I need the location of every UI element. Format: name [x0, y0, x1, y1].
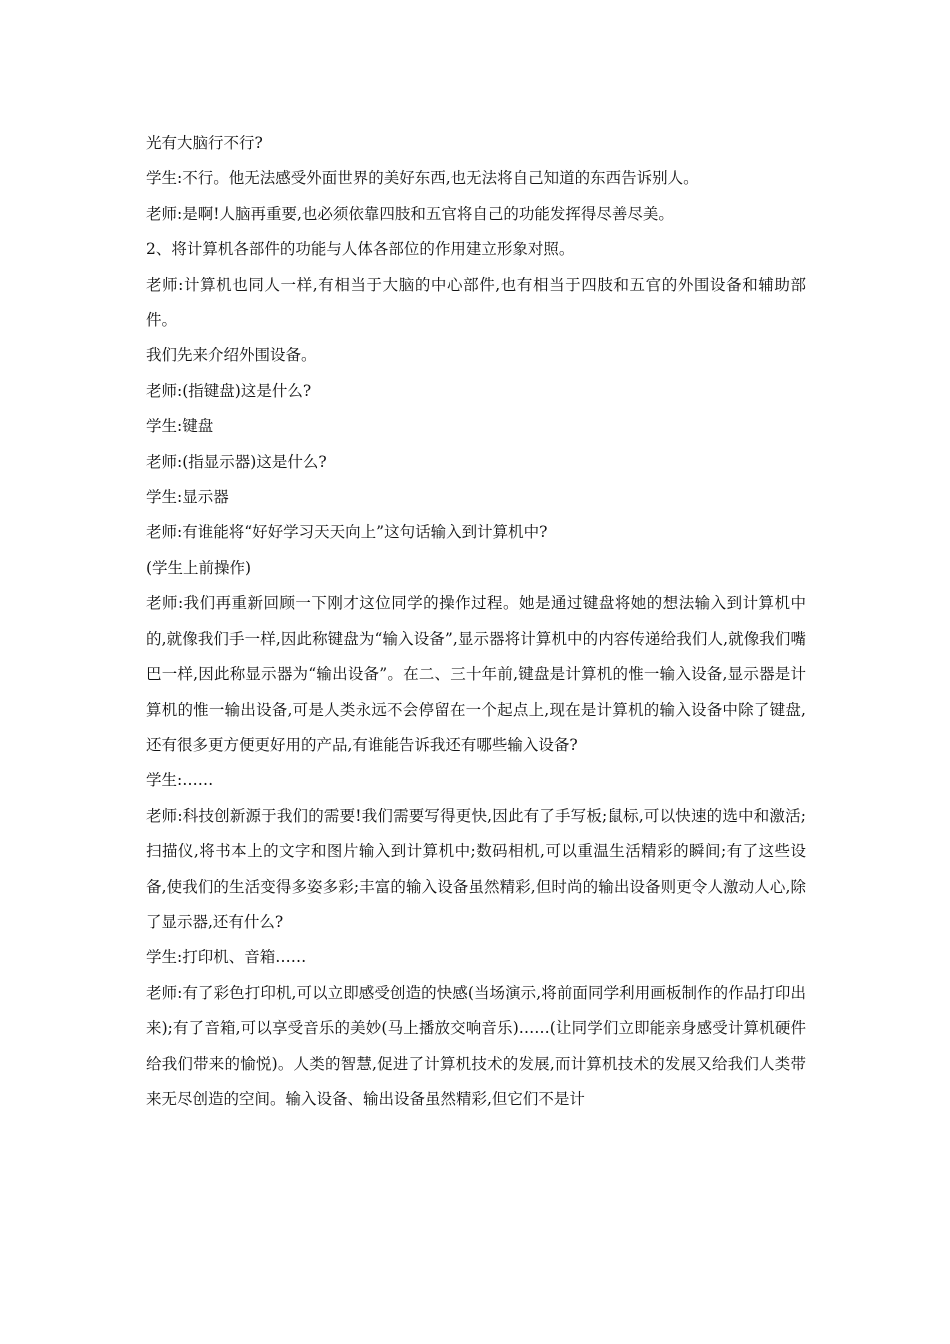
- paragraph: 学生:不行。他无法感受外面世界的美好东西,也无法将自己知道的东西告诉别人。: [146, 169, 699, 188]
- paragraph: 老师:(指显示器)这是什么?: [146, 452, 327, 471]
- paragraph: 老师:(指键盘)这是什么?: [146, 381, 312, 400]
- paragraph: 光有大脑行不行?: [146, 134, 263, 152]
- paragraph: 学生:打印机、音箱……: [146, 948, 307, 967]
- paragraph: 学生:显示器: [146, 488, 229, 507]
- paragraph: 老师:科技创新源于我们的需要!我们需要写得更快,因此有了手写板;鼠标,可以快速的选中和激活;扫描仪,将书本上的文字和图片输入到计算机中;数码相机,可以重温生活精彩的瞬间;有了这些设备,使我们的生活变得多姿多彩;丰富的输入设备虽然精彩,但时尚的输出设备则更令人激动人心,除了显示器,还有什么?: [146, 806, 806, 931]
- paragraph: 2、将计算机各部件的功能与人体各部位的作用建立形象对照。: [146, 240, 575, 259]
- paragraph: 老师:有了彩色打印机,可以立即感受创造的快感(当场演示,将前面同学利用画板制作的作品打印出来);有了音箱,可以享受音乐的美妙(马上播放交响音乐)……(让同学们立即能亲身感受计算机硬件给我们带来的愉悦)。人类的智慧,促进了计算机技术的发展,而计算机技术的发展又给我们人类带来无尽创造的空间。输入设备、输出设备虽然精彩,但它们不是计: [146, 983, 806, 1108]
- paragraph: 老师:计算机也同人一样,有相当于大脑的中心部件,也有相当于四肢和五官的外围设备和辅助部件。: [146, 275, 806, 330]
- paragraph: 老师:是啊!人脑再重要,也必须依靠四肢和五官将自己的功能发挥得尽善尽美。: [146, 204, 674, 223]
- document-body: [146, 126, 806, 1117]
- paragraph: 我们先来介绍外围设备。: [146, 346, 317, 365]
- paragraph: 学生:……: [146, 771, 214, 790]
- paragraph: 老师:有谁能将“好好学习天天向上”这句话输入到计算机中?: [146, 523, 548, 542]
- paragraph: 老师:我们再重新回顾一下刚才这位同学的操作过程。她是通过键盘将她的想法输入到计算机中的,就像我们手一样,因此称键盘为“输入设备”,显示器将计算机中的内容传递给我们人,就像我们嘴巴一样,因此称显示器为“输出设备”。在二、三十年前,键盘是计算机的惟一输入设备,显示器是计算机的惟一输出设备,可是人类永远不会停留在一个起点上,现在是计算机的输入设备中除了键盘,还有很多更方便更好用的产品,有谁能告诉我还有哪些输入设备?: [146, 594, 806, 754]
- paragraph: (学生上前操作): [146, 558, 252, 577]
- paragraph: 学生:键盘: [146, 417, 214, 436]
